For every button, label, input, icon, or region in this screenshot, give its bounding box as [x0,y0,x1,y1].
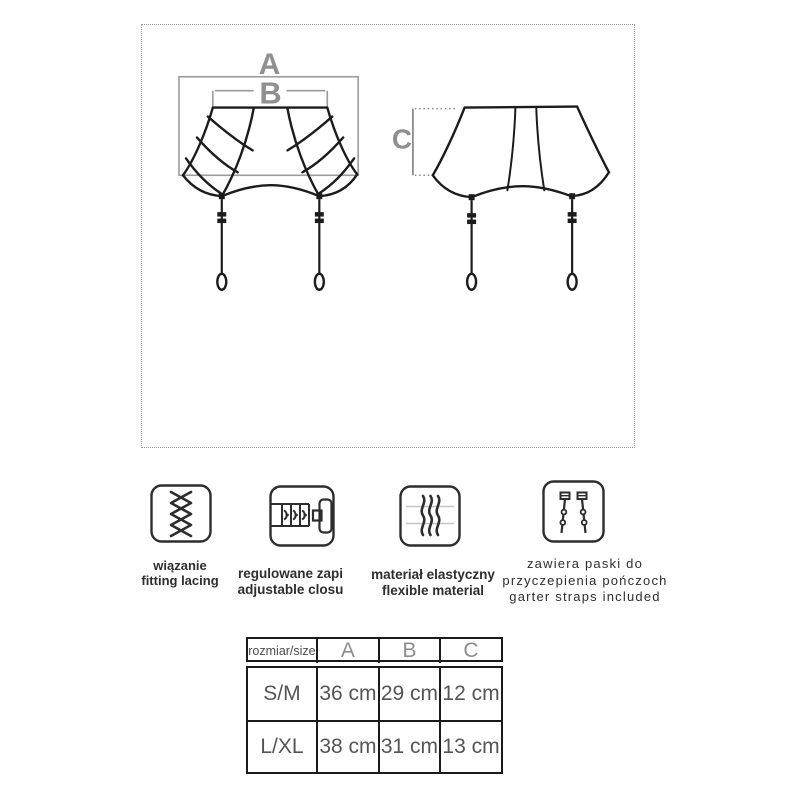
table-cell-b: 29 cm [378,668,439,720]
garter-straps-icon [542,480,605,543]
garter-strap [315,193,324,290]
dimension-b-label: B [259,75,282,111]
header-cell-a: A [316,639,378,663]
garter-straps [217,193,576,290]
garment-diagram [142,25,634,447]
garter-belt-front-view [183,108,357,197]
table-cell-size: L/XL [248,720,316,772]
feature-text-pl: wiązanie [153,558,207,573]
table-cell-a: 36 cm [316,668,378,720]
feature-text-en: garter straps included [509,589,661,604]
garter-strap [217,193,226,290]
feature-text-en: fitting lacing [141,573,219,588]
size-table [246,637,503,774]
adjustable-closure-icon [269,485,335,547]
feature-text-en: adjustable closu [237,581,344,597]
feature-text-pl: przyczepienia pończoch [502,572,668,588]
table-cell-c: 12 cm [439,668,501,720]
feature-text-pl: materiał elastyczny [371,567,495,582]
feature-text-en: flexible material [381,583,485,598]
diagram-frame [141,24,635,448]
garter-belt-back-view [433,107,609,198]
garter-strap [568,193,577,290]
feature-label-garter-straps [490,556,680,606]
feature-label-flexible [358,567,508,599]
table-cell-b: 31 cm [378,720,439,772]
dimension-a-label: A [258,47,281,81]
table-cell-c: 13 cm [439,720,501,772]
dimension-c-label: C [391,123,412,155]
feature-label-closure [218,566,363,597]
flexible-material-icon [399,485,461,547]
feature-text-pl: regulowane zapi [237,566,344,581]
size-table-header [246,637,503,662]
header-cell-c: C [439,639,501,663]
table-cell-size: S/M [263,682,301,705]
table-cell-a: 38 cm [316,720,378,772]
header-cell-size: rozmiar/size [248,644,316,658]
garter-strap [467,194,476,290]
feature-text-pl: zawiera paski do [526,556,644,571]
size-table-body [246,666,503,774]
header-cell-b: B [378,639,439,663]
lacing-icon [150,484,212,543]
